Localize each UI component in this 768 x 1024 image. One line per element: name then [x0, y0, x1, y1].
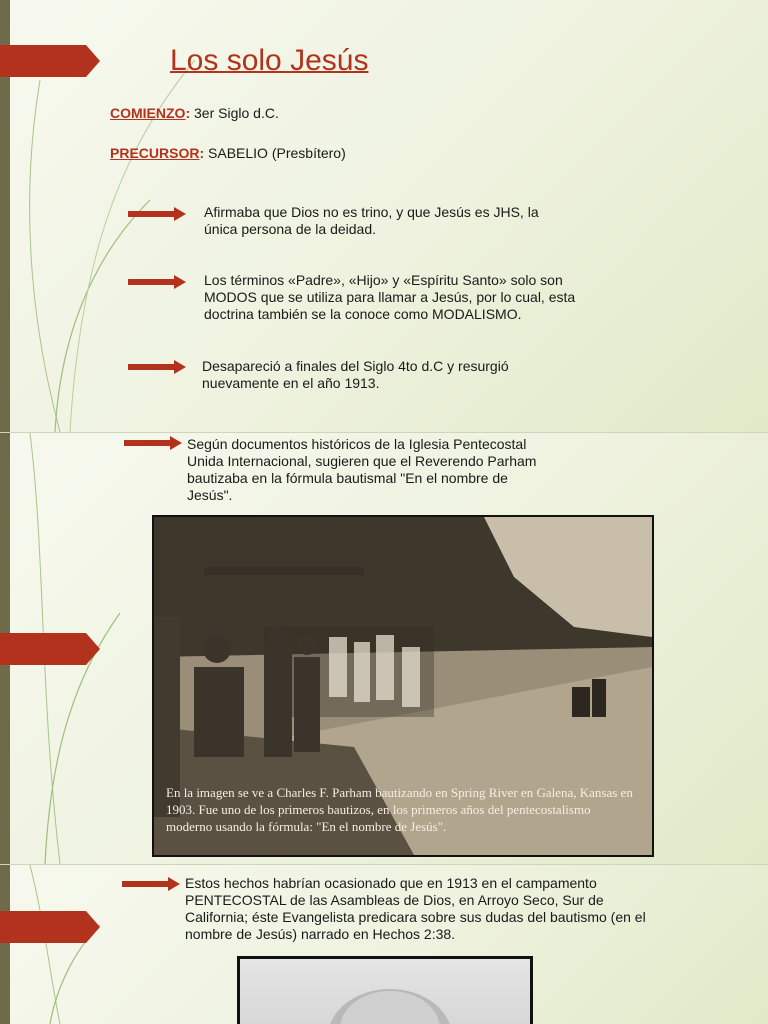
comienzo-sep: : [185, 105, 195, 121]
bullet-text: Afirmaba que Dios no es trino, y que Jesús es JHS, la única persona de la deidad. [204, 204, 539, 237]
portrait-photo [237, 956, 533, 1024]
precursor-sep: : [199, 145, 209, 161]
slide-tab-marker [0, 911, 100, 943]
comienzo-line [110, 105, 279, 121]
arrow-bullet-icon [124, 436, 182, 450]
portrait-figure [240, 959, 530, 1024]
arrow-bullet-icon [128, 207, 186, 221]
precursor-label: PRECURSOR [110, 145, 200, 161]
bullet-text: Desapareció a finales del Siglo 4to d.C y resurgió nuevamente en el año 1913. [202, 358, 509, 391]
page-title: Los solo Jesús [170, 44, 369, 77]
historic-baptism-photo [152, 515, 654, 857]
slide-tab-marker [0, 633, 100, 665]
slide-2 [0, 433, 768, 864]
arrow-bullet-icon [128, 275, 186, 289]
photo-caption: En la imagen se ve a Charles F. Parham bautizando en Spring River en Galena, Kansas en 1903. Fue uno de los primeros bautizos, en los primeros años del pentecostalismo moderno usando la fórmula: "En el nombre de Jesús". [166, 785, 633, 834]
slide-tab-marker [0, 45, 100, 77]
comienzo-label: COMIENZO [110, 105, 186, 121]
bullet-text: Los términos «Padre», «Hijo» y «Espíritu Santo» solo son MODOS que se utiliza para llamar a Jesús, por lo cual, esta doctrina también se la conoce como MODALISMO. [204, 272, 576, 322]
slide-3 [0, 865, 768, 1024]
bullet-text: Según documentos históricos de la Iglesia Pentecostal Unida Internacional, sugieren que el Reverendo Parham bautizaba en la fórmula bautismal "En el nombre de Jesús". [187, 436, 537, 503]
bullet-text: Estos hechos habrían ocasionado que en 1913 en el campamento PENTECOSTAL de las Asambleas de Dios, en Arroyo Seco, Sur de California; éste Evangelista predicara sobre sus dudas del bautismo (en el nombre de Jesús) narrado en Hechos 2:38. [185, 875, 646, 942]
slide-1 [0, 0, 768, 432]
arrow-bullet-icon [128, 360, 186, 374]
precursor-line [110, 145, 346, 161]
comienzo-value: 3er Siglo d.C. [194, 105, 279, 121]
precursor-value: SABELIO (Presbítero) [208, 145, 346, 161]
arrow-bullet-icon [122, 877, 180, 891]
